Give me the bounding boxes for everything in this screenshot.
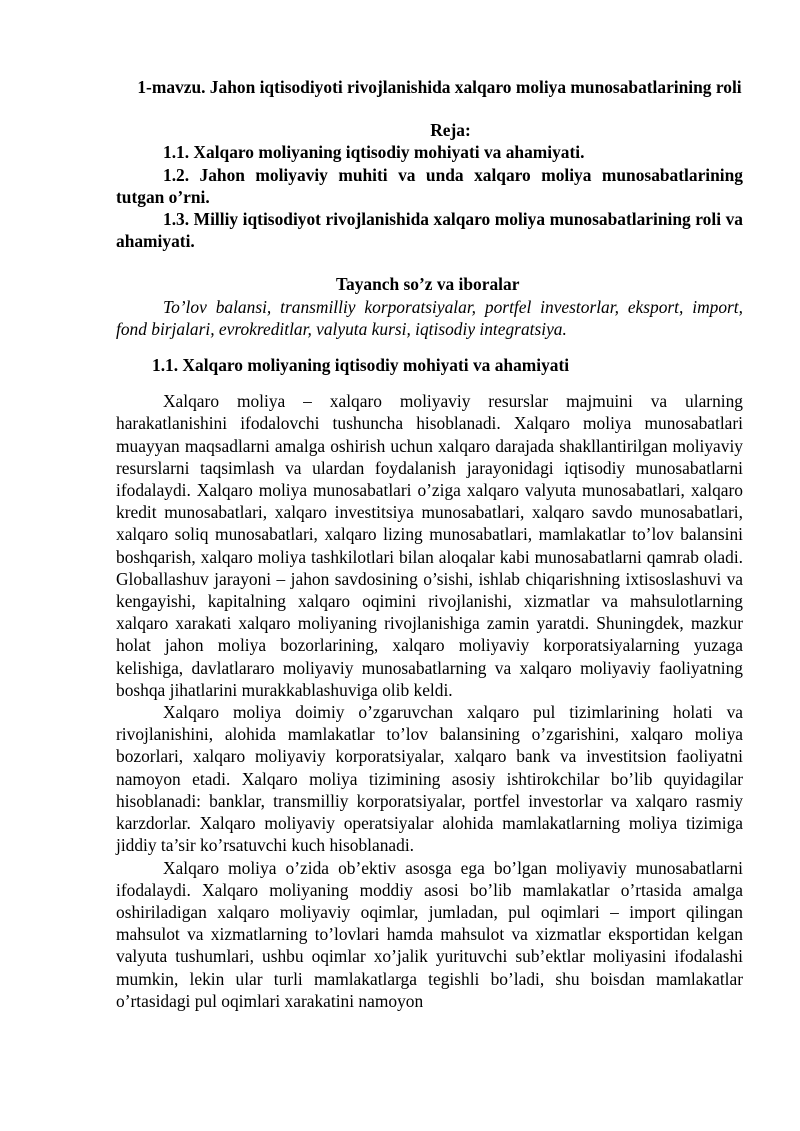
plan-heading: Reja: [430, 120, 471, 141]
paragraph-1: Xalqaro moliya – xalqaro moliyaviy resurslar majmuini va ularning harakatlanishini ifodalovchi tushuncha hisoblanadi. Xalqaro moliya munosabatlari muayyan maqsadlarni amalga oshirish uchun xalqaro darajada shakllantirilgan moliyaviy resurslarni taqsimlash va ulardan foydalanish jarayonidagi iqtisodiy munosabatlarni ifodalaydi. Xalqaro moliya munosabatlari o’ziga xalqaro valyuta munosabatlari, xalqaro kredit munosabatlari, xalqaro investitsiya munosabatlari, xalqaro savdo munosabatlari, xalqaro soliq munosabatlari, xalqaro lizing munosabatlari, mamlakatlar to’lov balansini boshqarish, xalqaro moliya tashkilotlari bilan aloqalar kabi munosabatlarni qamrab oladi. Globallashuv jarayoni – jahon savdosining o’sishi, ishlab chiqarishning ixtisoslashuvi va kengayishi, kapitalning xalqaro oqimini rivojlanishi, xizmatlar va mahsulotlarning xalqaro xarakati xalqaro moliyaning rivojlanishiga zamin yaratdi. Shuningdek, mazkur holat jahon moliya bozorlarining, xalqaro moliyaviy korporatsiyalarning yuzaga kelishiga, davlatlararo moliyaviy munosabatlarning va xalqaro moliyaviy faoliyatning boshqa jihatlarini murakkablashuviga olib keldi. [116, 391, 743, 700]
keywords-heading: Tayanch so’z va iboralar [336, 274, 520, 295]
paragraph-3: Xalqaro moliya o’zida ob’ektiv asosga ega bo’lgan moliyaviy munosabatlarni ifodalaydi. Xalqaro moliyaning moddiy asosi bo’lib mamlakatlar o’rtasida amalga oshiriladigan xalqaro moliyaviy oqimlar, jumladan, pul oqimlari – import qilingan mahsulot va xizmatlarning to’lovlari hamda mahsulot va xizmatlar eksportidan kelgan valyuta tushumlari, ushbu oqimlar xo’jalik yurituvchi sub’ektlar moliyasini ifodalashi mumkin, lekin ular turli mamlakatlarga tegishli bo’ladi, shu boisdan mamlakatlar o’rtasidagi pul oqimlari xarakatini namoyon [116, 857, 743, 1011]
keywords-text: To’lov balansi, transmilliy korporatsiyalar, portfel investorlar, eksport, import, fond birjalari, evrokreditlar, valyuta kursi, iqtisodiy integratsiya. [116, 296, 743, 339]
paragraph-2: Xalqaro moliya doimiy o’zgaruvchan xalqaro pul tizimlarining holati va rivojlanishini, alohida mamlakatlar to’lov balansining o’zgarishini, xalqaro moliya bozorlari, xalqaro moliyaviy korporatsiyalar, xalqaro bank va investitsion faoliyatni namoyon etadi. Xalqaro moliya tizimining asosiy ishtirokchilar bo’lib quyidagilar hisoblanadi: banklar, transmilliy korporatsiyalar, portfel investorlar va xalqaro rasmiy karzdorlar. Xalqaro moliyaviy operatsiyalar alohida mamlakatlarning moliya tizimiga jiddiy ta’sir ko’rsatuvchi kuch hisoblanadi. [116, 702, 743, 856]
document-content [116, 76, 743, 1012]
plan-item-3: 1.3. Milliy iqtisodiyot rivojlanishida xalqaro moliya munosabatlarining roli va ahamiyati. [116, 209, 743, 252]
section-heading: 1.1. Xalqaro moliyaning iqtisodiy mohiyati va ahamiyati [152, 355, 570, 376]
plan-item-1: 1.1. Xalqaro moliyaning iqtisodiy mohiyati va ahamiyati. [163, 142, 585, 163]
plan-item-2: 1.2. Jahon moliyaviy muhiti va unda xalqaro moliya munosabatlarining tutgan o’rni. [116, 164, 743, 207]
document-title: 1-mavzu. Jahon iqtisodiyoti rivojlanishida xalqaro moliya munosabatlarining roli [137, 77, 742, 97]
